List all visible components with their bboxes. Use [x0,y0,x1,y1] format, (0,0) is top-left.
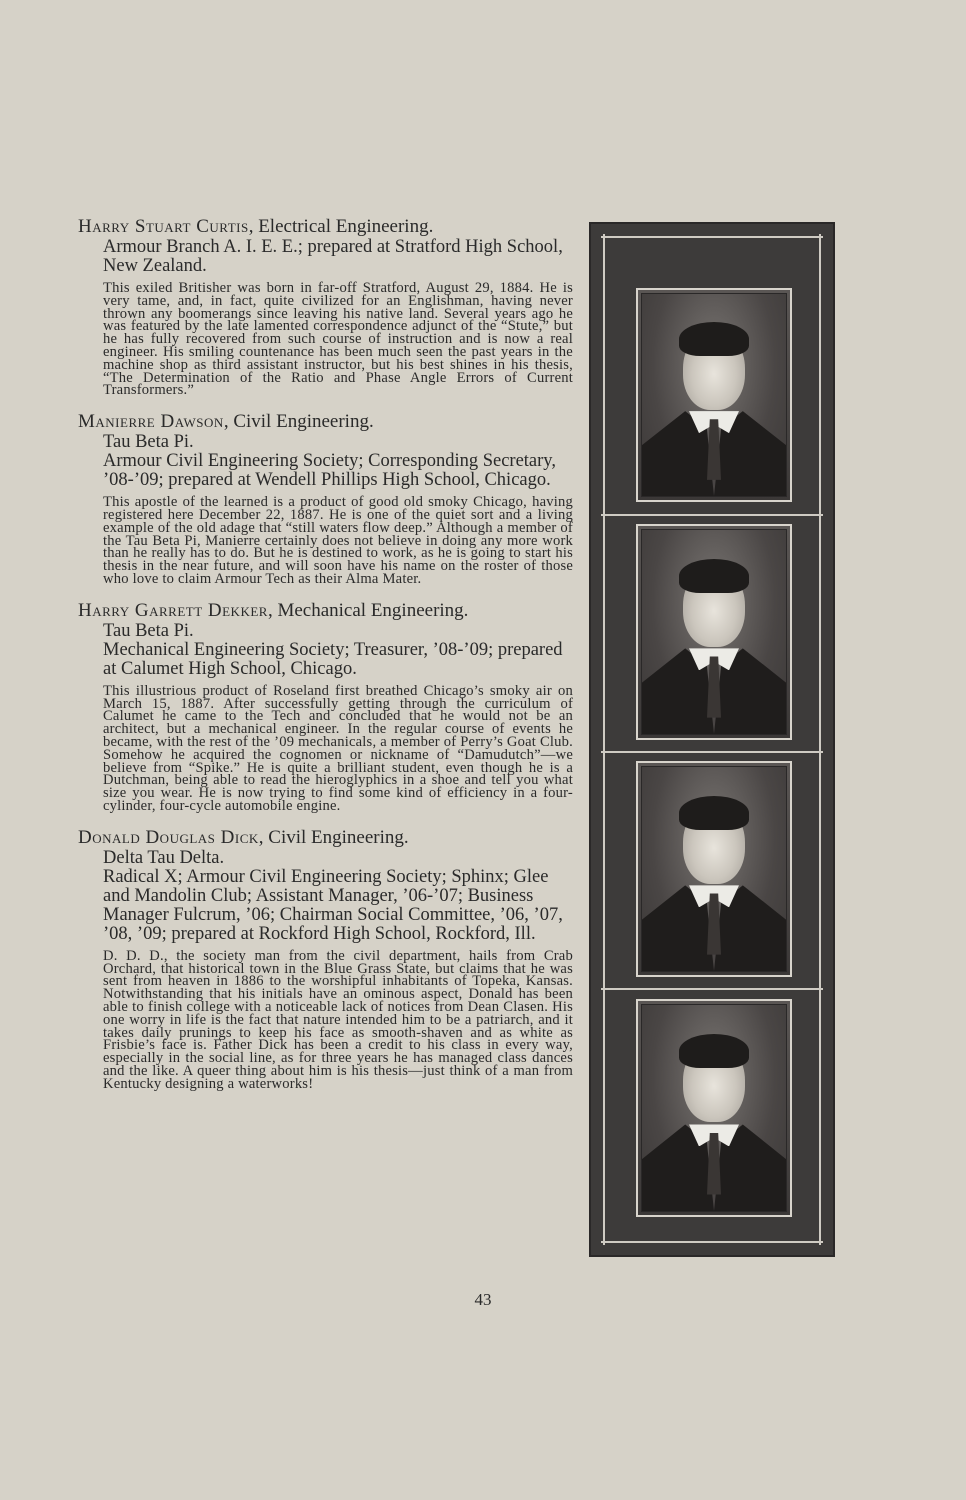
entry-name: Harry Garrett Dekker [78,599,268,621]
entry-department: , Civil Engineering. [258,826,409,848]
entry-department: , Mechanical Engineering. [267,599,469,621]
frame-rule [601,514,823,516]
entry-affiliation: Tau Beta Pi. [103,620,194,641]
entry-bio: This illustrious product of Roseland first breathed Chicago’s smoky air on March 15, 1887. After successfully getting through the curriculum of Calumet he came to the Tech and concluded that he would not be an architect, but a mechanical engineer. In the regular course of events he became, with the rest of the ’09 mechanicals, a member of Perry’s Goat Club. Somehow he acquired the cognomen or nickname of “Damudutch”—we believe from “Spike.” He is quite a brilliant student, even though he is a Dutchman, being able to read the hieroglyphics in a shoe and tell you what size you wear. He is now trying to find some kind of efficiency in a four-cylinder, four-cycle automobile engine. [103,682,573,814]
entry-affiliation: Delta Tau Delta. [103,847,225,868]
entry-name: Manierre Dawson [78,411,224,433]
portrait-photo-dekker [636,761,792,977]
frame-rule [601,988,823,990]
entry-details: Armour Civil Engineering Society; Corresponding Secretary, ’08-’09; prepared at Wendell Phillips High School, Chicago. [103,451,556,491]
portrait-frame [589,222,835,1257]
entry-dawson [78,411,573,586]
portrait-photo-dick [636,999,792,1217]
text-column [78,216,573,1104]
portrait-photo-curtis [636,288,792,502]
entry-name: Donald Douglas Dick [78,826,259,848]
entry-department: , Electrical Engineering. [248,216,434,237]
entry-details: Mechanical Engineering Society; Treasurer, ’08-’09; prepared at Calumet High School, Chicago. [103,639,563,679]
entry-dekker [78,600,573,813]
frame-rule [601,751,823,753]
entry-bio: This apostle of the learned is a product of good old smoky Chicago, having registered here December 22, 1887. He is one of the quiet sort and a living example of the old adage that “still waters flow deep.” Although a member of the Tau Beta Pi, Manierre certainly does not believe in doing any more work than he really has to do. But he is destined to work, as he is going to start his thesis in the near future, and will soon have his name on the roster of those who love to claim Armour Tech as their Alma Mater. [103,494,573,587]
entry-dick [78,827,573,1091]
entry-curtis [78,216,573,397]
frame-rule [603,234,605,1245]
entry-department: , Civil Engineering. [223,411,374,433]
frame-rule [819,234,821,1245]
entry-affiliation: Tau Beta Pi. [103,432,194,453]
entry-details: Armour Branch A. I. E. E.; prepared at Stratford High School, New Zealand. [103,237,563,276]
entry-name: Harry Stuart Curtis [78,216,249,237]
entry-details: Radical X; Armour Civil Engineering Society; Sphinx; Glee and Mandolin Club; Assistant Manager, ’06-’07; Business Manager Fulcrum, ’06; Chairman Social Committee, ’06, ’07, ’08, ’09; prepared at Rockford High School, Rockford, Ill. [103,866,563,944]
frame-rule [601,1241,823,1243]
page-number: 43 [474,1290,492,1309]
frame-rule [601,236,823,238]
entry-bio: This exiled Britisher was born in far-off Stratford, August 29, 1884. He is very tame, and, in fact, quite civilized for an Englishman, having never thrown any boomerangs since leaving his native land. Several years ago he was featured by the late lamented correspondence adjunct of the “Stute,” but he has fully recovered from such course of instruction and is now a real engineer. His smiling countenance has been much seen the past years in the machine shop as third assistant instructor, but his best shines in his thesis, “The Determination of the Ratio and Phase Angle Errors of Current Transformers.” [103,280,573,399]
entry-bio: D. D. D., the society man from the civil department, hails from Crab Orchard, that historical town in the Blue Grass State, but claims that he was sent from heaven in 1886 to the worshipful inhabitants of Topeka, Kansas. Notwithstanding that his initials have an ominous aspect, Donald has been able to finish college with a noticeable lack of notices from Dean Clasen. His one worry in life is the fact that nature intended him to be a patriarch, and it takes daily prunings to keep his face as smooth-shaven and as white as Frisbie’s face is. Father Dick has been a credit to his class in every way, especially in the social line, as for three years he has managed class dances and the like. A queer thing about him is his thesis—just think of a man from Kentucky designing a waterworks! [103,947,573,1092]
portrait-photo-dawson [636,524,792,740]
